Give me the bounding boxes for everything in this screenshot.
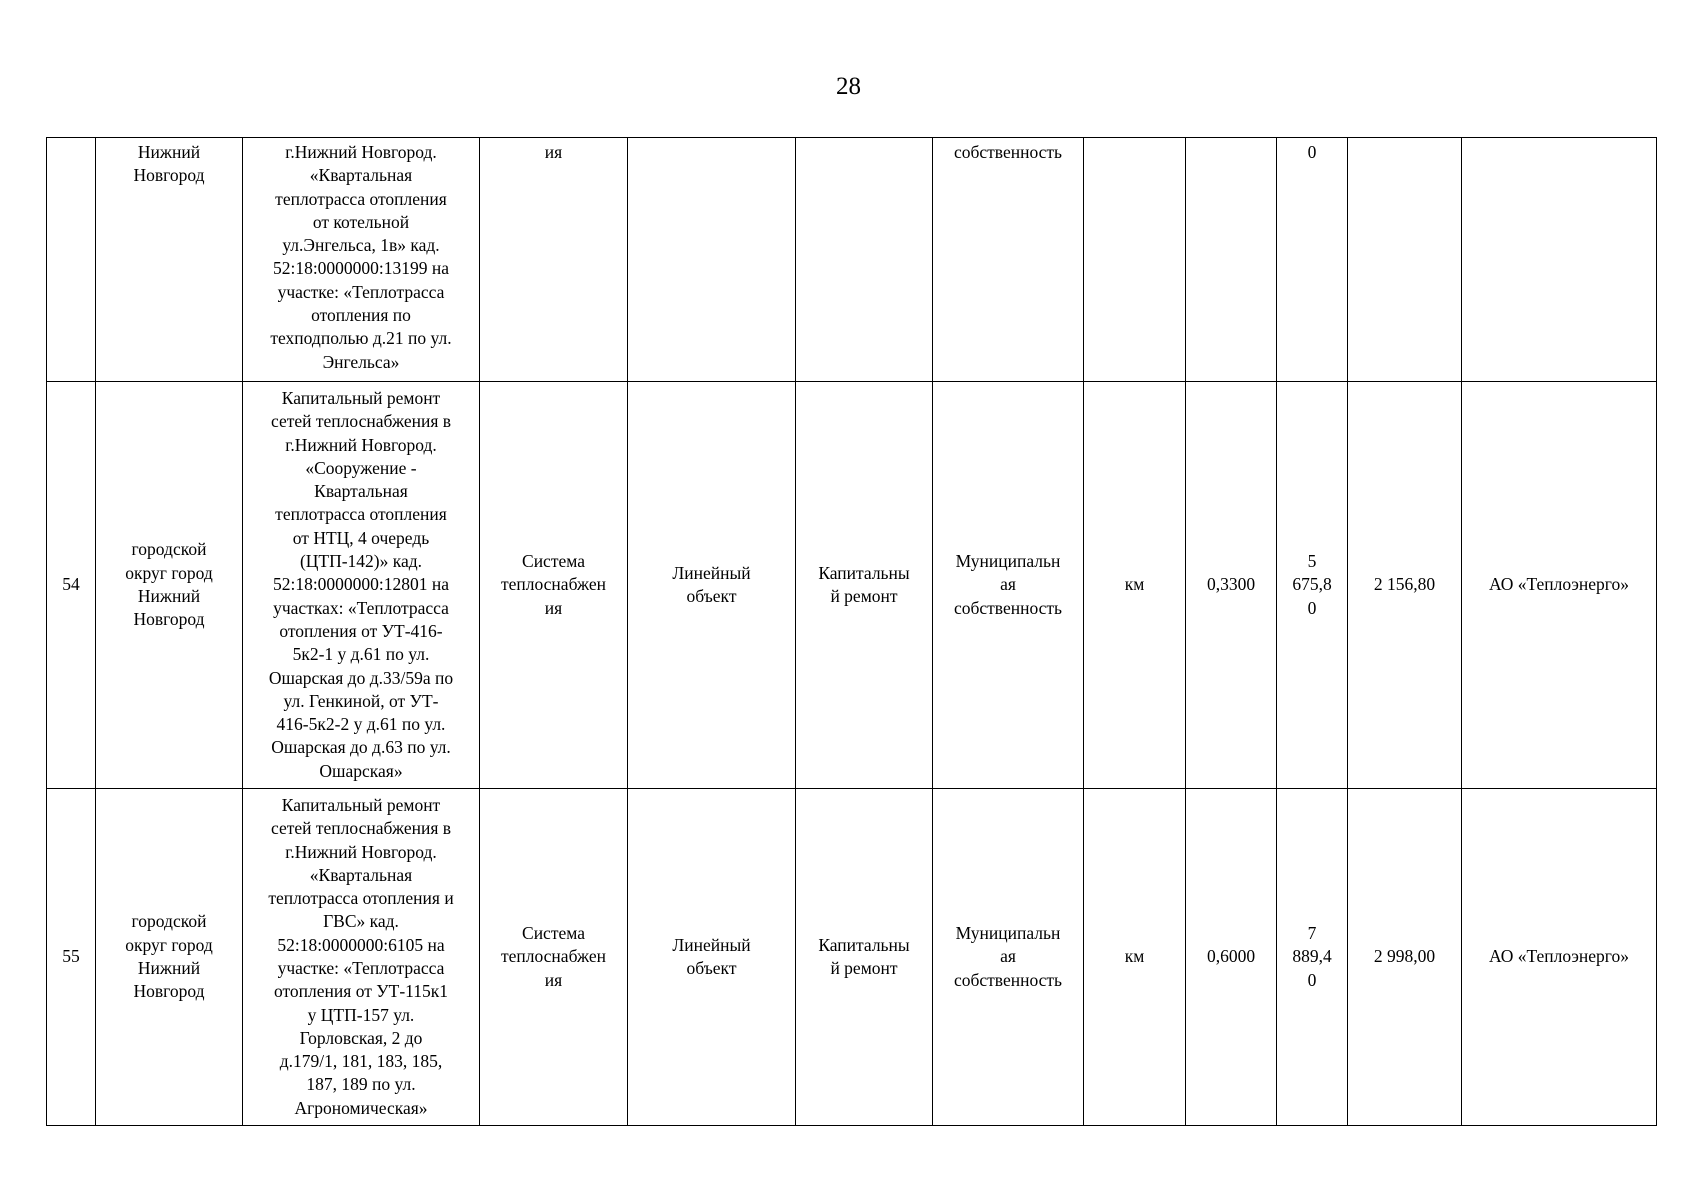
cell-length: 0,3300 bbox=[1186, 382, 1277, 789]
cell-object-name: г.Нижний Новгород. «Квартальная теплотрасса отопления от котельной ул.Энгельса, 1в» кад. 52:18:0000000:13199 на участке: «Теплотрасса отопления по техподполью д.21 по ул. Энгельса» bbox=[243, 138, 480, 382]
cell-ownership: Муниципальн ая собственность bbox=[933, 382, 1084, 789]
cell-organization bbox=[1462, 138, 1657, 382]
page-number: 28 bbox=[836, 73, 861, 100]
cell-system: ия bbox=[480, 138, 628, 382]
cell-object-name: Капитальный ремонт сетей теплоснабжения в г.Нижний Новгород. «Квартальная теплотрасса отопления и ГВС» кад. 52:18:0000000:6105 на участке: «Теплотрасса отопления от УТ-115к1 у ЦТП-157 ул. Горловская, 2 до д.179/1, 181, 183, 185, 187, 189 по ул. Агрономическая» bbox=[243, 789, 480, 1126]
cell-object-name: Капитальный ремонт сетей теплоснабжения в г.Нижний Новгород. «Сооружение - Квартальная теплотрасса отопления от НТЦ, 4 очередь (ЦТП-142)» кад. 52:18:0000000:12801 на участках: «Теплотрасса отопления от УТ-416- 5к2-1 у д.61 по ул. Ошарская до д.33/59а по ул. Генкиной, от УТ- 416-5к2-2 у д.61 по ул. Ошарская до д.63 по ул. Ошарская» bbox=[243, 382, 480, 789]
cell-cost-total: 5 675,8 0 bbox=[1277, 382, 1348, 789]
cell-system: Система теплоснабжен ия bbox=[480, 789, 628, 1126]
cell-number: 54 bbox=[47, 382, 96, 789]
cell-number bbox=[47, 138, 96, 382]
cell-length bbox=[1186, 138, 1277, 382]
cell-number: 55 bbox=[47, 789, 96, 1126]
cell-ownership: собственность bbox=[933, 138, 1084, 382]
cell-cost-total: 7 889,4 0 bbox=[1277, 789, 1348, 1126]
cell-cost-total: 0 bbox=[1277, 138, 1348, 382]
cell-ownership: Муниципальн ая собственность bbox=[933, 789, 1084, 1126]
cell-system: Система теплоснабжен ия bbox=[480, 382, 628, 789]
cell-work-type: Капитальны й ремонт bbox=[796, 382, 933, 789]
cell-unit bbox=[1084, 138, 1186, 382]
cell-cost-year: 2 156,80 bbox=[1348, 382, 1462, 789]
capital-repair-table bbox=[46, 137, 1657, 1126]
cell-object-type: Линейный объект bbox=[628, 789, 796, 1126]
cell-unit: км bbox=[1084, 789, 1186, 1126]
cell-work-type bbox=[796, 138, 933, 382]
table-row-continuation bbox=[47, 138, 1657, 382]
cell-cost-year: 2 998,00 bbox=[1348, 789, 1462, 1126]
cell-unit: км bbox=[1084, 382, 1186, 789]
cell-length: 0,6000 bbox=[1186, 789, 1277, 1126]
table-row-55 bbox=[47, 789, 1657, 1126]
cell-cost-year bbox=[1348, 138, 1462, 382]
table-row-54 bbox=[47, 382, 1657, 789]
cell-municipality: городской округ город Нижний Новгород bbox=[96, 382, 243, 789]
cell-municipality: Нижний Новгород bbox=[96, 138, 243, 382]
cell-work-type: Капитальны й ремонт bbox=[796, 789, 933, 1126]
cell-object-type bbox=[628, 138, 796, 382]
cell-organization: АО «Теплоэнерго» bbox=[1462, 789, 1657, 1126]
cell-organization: АО «Теплоэнерго» bbox=[1462, 382, 1657, 789]
cell-object-type: Линейный объект bbox=[628, 382, 796, 789]
cell-municipality: городской округ город Нижний Новгород bbox=[96, 789, 243, 1126]
